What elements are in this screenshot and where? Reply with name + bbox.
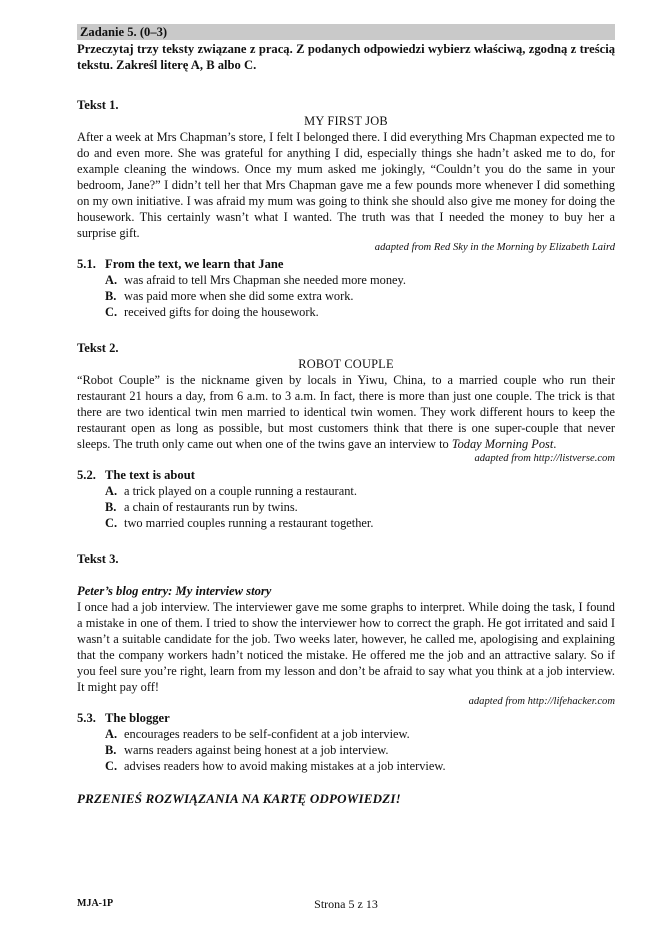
option-text: two married couples running a restaurant together.	[124, 516, 374, 530]
question-stem: The text is about	[105, 468, 195, 482]
exam-page	[77, 24, 615, 807]
option-c[interactable]	[105, 758, 615, 774]
text2-source: adapted from http://listverse.com	[474, 453, 615, 464]
exam-code: MJA-1P	[77, 898, 114, 909]
option-letter: C.	[105, 516, 118, 530]
text3-title: Peter’s blog entry: My interview story	[77, 584, 272, 598]
text1-label: Tekst 1.	[77, 98, 119, 112]
text1-body: After a week at Mrs Chapman’s store, I felt I belonged there. I did everything Mrs Chapman expected me to do and even more. She was grateful for anything I did, especially things she hadn’t asked me to do, for example cleaning the windows. Once my mum asked me jokingly, “Couldn’t you do the same in your bedroom, Jane?” I didn’t tell her that Mrs Chapman gave me a few pounds more whenever I did something on my own initiative. I was afraid my mum was going to think she should also give me money for doing the housework. This certainly wasn’t what I wanted. The truth was that I needed the money to buy her a surprise gift.	[77, 130, 615, 240]
answer-options-5-3	[105, 726, 615, 774]
text2-body	[77, 372, 615, 452]
text3-body: I once had a job interview. The interviewer gave me some graphs to interpret. While doing the task, I found a mistake in one of them. I tried to show the interviewer how to correct the graph. He got irritated and said I wasn’t a suitable candidate for the job. Two weeks later, however, he called me, apologising and explaining that the company workers hadn’t noticed the mistake. He offered me the job and an attractive salary. So if you feel sure you’re right, learn from my lesson and don’t be afraid to say what you think at a job interview. It might pay off!	[77, 600, 615, 694]
text3-label: Tekst 3.	[77, 552, 119, 566]
question-number: 5.3.	[77, 711, 96, 725]
option-letter: A.	[105, 273, 118, 287]
answer-options-5-1	[105, 272, 615, 320]
question-5-3	[77, 710, 615, 726]
transfer-answers-instruction: PRZENIEŚ ROZWIĄZANIA NA KARTĘ ODPOWIEDZI!	[77, 791, 401, 806]
option-text: advises readers how to avoid making mistakes at a job interview.	[124, 759, 446, 773]
option-text: was paid more when she did some extra work.	[124, 289, 354, 303]
question-number: 5.1.	[77, 257, 96, 271]
text2-body-main: “Robot Couple” is the nickname given by locals in Yiwu, China, to a married couple who run their restaurant 21 hours a day, from 6 a.m. to 3 a.m. In fact, there is more than just one couple. The trick is that there are two identical twin men married to identical twin women. They work different hours to keep the restaurant open as long as possible, but most customers think that there is one super-couple that never sleeps. The truth only came out when one of the twins gave an interview to	[77, 373, 615, 451]
question-5-2	[77, 467, 615, 483]
page-number: Strona 5 z 13	[314, 897, 378, 911]
option-text: warns readers against being honest at a job interview.	[124, 743, 389, 757]
option-letter: B.	[105, 289, 117, 303]
text2-title: ROBOT COUPLE	[298, 357, 394, 371]
option-text: encourages readers to be self-confident at a job interview.	[124, 727, 410, 741]
task-header: Zadanie 5. (0–3)	[77, 24, 615, 40]
text2-label: Tekst 2.	[77, 341, 119, 355]
question-stem: From the text, we learn that Jane	[105, 257, 284, 271]
option-letter: C.	[105, 305, 118, 319]
question-number: 5.2.	[77, 468, 96, 482]
option-a[interactable]	[105, 726, 615, 742]
text2-body-end: .	[553, 437, 557, 451]
task-instruction: Przeczytaj trzy teksty związane z pracą. Z podanych odpowiedzi wybierz właściwą, zgodną z treścią tekstu. Zakreśl literę A, B albo C.	[77, 42, 615, 72]
option-text: was afraid to tell Mrs Chapman she needed more money.	[124, 273, 407, 287]
option-text: a chain of restaurants run by twins.	[124, 500, 298, 514]
option-c[interactable]	[105, 515, 615, 531]
option-letter: A.	[105, 484, 118, 498]
option-text: received gifts for doing the housework.	[124, 305, 319, 319]
option-letter: A.	[105, 727, 118, 741]
option-letter: B.	[105, 500, 117, 514]
question-stem: The blogger	[105, 711, 170, 725]
text1-source: adapted from Red Sky in the Morning by Elizabeth Laird	[374, 242, 615, 253]
option-letter: C.	[105, 759, 118, 773]
text1-title: MY FIRST JOB	[304, 114, 388, 128]
option-a[interactable]	[105, 272, 615, 288]
option-text: a trick played on a couple running a restaurant.	[124, 484, 357, 498]
option-c[interactable]	[105, 304, 615, 320]
question-5-1	[77, 256, 615, 272]
newspaper-name: Today Morning Post	[451, 437, 554, 451]
answer-options-5-2	[105, 483, 615, 531]
option-b[interactable]	[105, 742, 615, 758]
option-a[interactable]	[105, 483, 615, 499]
option-letter: B.	[105, 743, 117, 757]
option-b[interactable]	[105, 288, 615, 304]
text3-source: adapted from http://lifehacker.com	[468, 696, 615, 707]
option-b[interactable]	[105, 499, 615, 515]
